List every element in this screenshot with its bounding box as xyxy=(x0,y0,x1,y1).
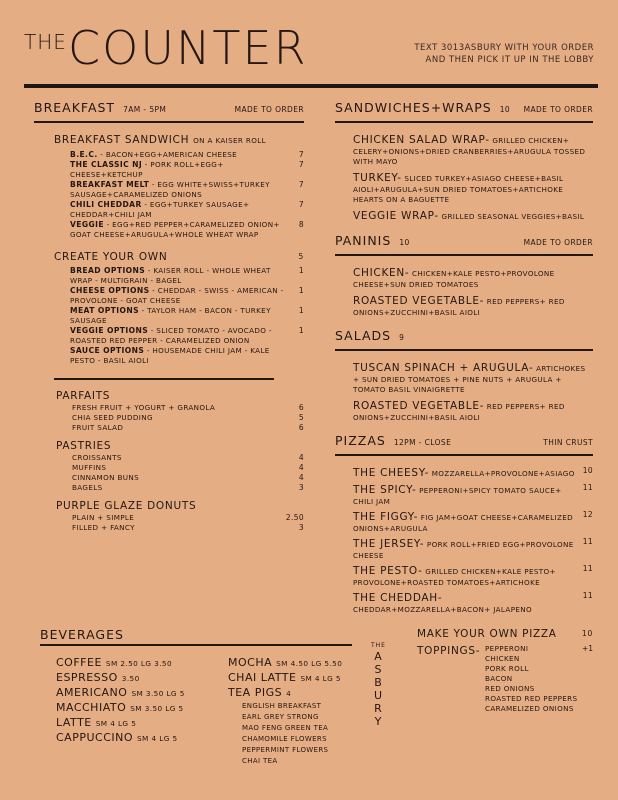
item-name: ROASTED VEGETABLE- xyxy=(353,295,485,307)
breakfast-hours: 7AM - 5PM xyxy=(123,105,167,114)
paninis-header xyxy=(335,233,593,251)
item-price: 11 xyxy=(582,537,593,546)
breakfast-rule xyxy=(34,121,304,123)
item-name: THE PESTO- xyxy=(353,565,423,577)
ordering-note-line-1: TEXT 3013ASBURY WITH YOUR ORDER xyxy=(414,43,594,53)
item-price: 4 xyxy=(298,463,304,472)
menu-item xyxy=(70,180,304,200)
tea-option: ENGLISH BREAKFAST xyxy=(242,702,322,710)
item-price: 3 xyxy=(298,523,304,532)
item-desc: PORK ROLL+FRIED EGG+PROVOLONE CHEESE xyxy=(353,540,574,560)
menu-item xyxy=(70,326,304,346)
beverage-price: SM 3.50 LG 5 xyxy=(130,704,184,713)
asbury-vertical-logo xyxy=(371,642,386,728)
option-price xyxy=(290,346,304,366)
make-own-price: 10 xyxy=(582,629,593,638)
breakfast-sandwich-heading xyxy=(54,133,304,148)
pastries-title: PASTRIES xyxy=(56,440,112,452)
menu-item xyxy=(353,537,593,561)
beverage-item xyxy=(56,686,216,701)
salads-price: 9 xyxy=(399,333,405,342)
parfaits-title: PARFAITS xyxy=(56,390,111,402)
item-price: 5 xyxy=(298,413,304,422)
beverage-name: ESPRESSO xyxy=(56,671,118,684)
beverage-name: CAPPUCCINO xyxy=(56,731,134,744)
beverage-item xyxy=(56,716,216,731)
item-desc: RED PEPPERS+ RED ONIONS+ZUCCHINI+BASIL AIOLI xyxy=(353,402,565,422)
right-column xyxy=(335,100,593,714)
item-name: BAGELS xyxy=(72,483,103,492)
tea-option: PEPPERMINT FLOWERS xyxy=(242,746,329,754)
paninis-list xyxy=(353,266,593,318)
header-divider xyxy=(24,84,598,88)
tea-option: MAO FENG GREEN TEA xyxy=(242,724,329,732)
menu-item xyxy=(70,150,304,160)
salads-rule xyxy=(335,349,593,351)
toppings-block xyxy=(417,644,593,714)
menu-item xyxy=(72,513,304,523)
beverages-rule xyxy=(40,644,352,646)
menu-item xyxy=(353,466,593,480)
item-name: CHILI CHEDDAR xyxy=(70,200,142,209)
breakfast-title: BREAKFAST xyxy=(34,100,116,115)
item-price: 11 xyxy=(582,564,593,573)
menu-item xyxy=(72,463,304,473)
beverage-price: 3.50 xyxy=(121,674,140,683)
tea-option: EARL GREY STRONG xyxy=(242,713,319,721)
parfaits-list xyxy=(72,403,304,433)
toppings-price: +1 xyxy=(581,644,593,653)
menu-item xyxy=(353,266,593,290)
item-price: 10 xyxy=(582,466,593,475)
pizzas-rule xyxy=(335,454,593,456)
left-column xyxy=(34,100,304,533)
sandwiches-title: SANDWICHES+WRAPS xyxy=(335,100,492,115)
item-desc: - EGG+TURKEY SAUSAGE+ CHEDDAR+CHILI JAM xyxy=(70,200,250,219)
item-name: TURKEY- xyxy=(353,172,402,184)
item-price: 8 xyxy=(298,220,304,229)
topping: PORK ROLL xyxy=(485,664,529,673)
beverages-left xyxy=(56,656,216,746)
item-name: FILLED + FANCY xyxy=(72,523,135,532)
tea-list xyxy=(242,701,358,767)
ordering-note xyxy=(414,42,594,66)
option-desc: - TAYLOR HAM - BACON - TURKEY SAUSAGE xyxy=(70,306,271,325)
beverage-price: SM 4 LG 5 xyxy=(137,734,178,743)
beverages-title: BEVERAGES xyxy=(40,627,124,642)
beverage-item xyxy=(56,701,216,716)
logo-letter: Y xyxy=(374,715,383,728)
toppings-list xyxy=(485,644,579,714)
beverage-name: LATTE xyxy=(56,716,92,729)
item-price: 12 xyxy=(582,510,593,519)
item-name: PLAIN + SIMPLE xyxy=(72,513,135,522)
item-desc: - EGG+RED PEPPER+CARAMELIZED ONION+ GOAT CHEESE+ARUGULA+WHOLE WHEAT WRAP xyxy=(70,220,280,239)
topping: CHICKEN xyxy=(485,654,520,663)
topping: RED ONIONS xyxy=(485,684,535,693)
paninis-rule xyxy=(335,254,593,256)
menu-item xyxy=(72,473,304,483)
beverage-price: SM 4.50 LG 5.50 xyxy=(276,659,343,668)
menu-item xyxy=(353,564,593,588)
menu-item xyxy=(70,286,304,306)
topping: ROASTED RED PEPPERS xyxy=(485,694,578,703)
menu-item xyxy=(353,133,593,167)
beverage-price: SM 2.50 LG 3.50 xyxy=(105,659,173,668)
item-name: CHIA SEED PUDDING xyxy=(72,413,153,422)
beverage-name: AMERICANO xyxy=(56,686,128,699)
item-name: ROASTED VEGETABLE- xyxy=(353,400,485,412)
item-name: CHICKEN- xyxy=(353,267,410,279)
topping: CARAMELIZED ONIONS xyxy=(485,704,574,713)
item-name: THE CLASSIC NJ xyxy=(70,160,143,169)
option-price: 1 xyxy=(298,326,304,335)
menu-item xyxy=(70,160,304,180)
item-price: 11 xyxy=(582,591,593,600)
parfaits-rule xyxy=(54,378,274,380)
item-name: VEGGIE WRAP- xyxy=(353,210,439,222)
beverage-item xyxy=(228,656,358,671)
item-desc: - PORK ROLL+EGG+ CHEESE+KETCHUP xyxy=(70,160,224,179)
menu-item xyxy=(70,346,304,366)
beverage-price: 4 xyxy=(286,689,292,698)
item-desc: - EGG WHITE+SWISS+TURKEY SAUSAGE+CARAMELIZED ONIONS xyxy=(70,180,270,199)
option-desc: - CHEDDAR - SWISS - AMERICAN - PROVOLONE - GOAT CHEESE xyxy=(70,286,284,305)
item-name: BREAKFAST MELT xyxy=(70,180,150,189)
beverage-price: SM 4 LG 5 xyxy=(95,719,137,728)
pizzas-list xyxy=(353,466,593,615)
item-desc: ARTICHOKES + SUN DRIED TOMATOES + PINE NUTS + ARUGULA + TOMATO BASIL VINAIGRETTE xyxy=(353,364,586,394)
menu-item xyxy=(353,171,593,205)
item-price: 11 xyxy=(582,483,593,492)
menu-item xyxy=(70,306,304,326)
brand-counter: COUNTER xyxy=(68,21,308,75)
breakfast-sandwich-note: ON A KAISER ROLL xyxy=(193,136,266,145)
menu-item xyxy=(72,483,304,493)
item-name: VEGGIE xyxy=(70,220,104,229)
menu-item xyxy=(72,453,304,463)
menu-item xyxy=(70,200,304,220)
menu-item xyxy=(70,266,304,286)
beverage-name: CHAI LATTE xyxy=(228,671,297,684)
item-desc: CHICKEN+KALE PESTO+PROVOLONE CHEESE+SUN DRIED TOMATOES xyxy=(353,269,555,289)
option-name: SAUCE OPTIONS xyxy=(70,346,145,355)
item-desc: RED PEPPERS+ RED ONIONS+ZUCCHINI+BASIL AIOLI xyxy=(353,297,565,317)
item-name: THE CHEDDAH- xyxy=(353,592,443,604)
topping: PEPPERONI xyxy=(485,644,529,653)
create-own-price: 5 xyxy=(298,252,304,261)
paninis-title: PANINIS xyxy=(335,233,392,248)
tea-option: CHAI TEA xyxy=(242,757,278,765)
beverage-price: SM 3.50 LG 5 xyxy=(131,689,185,698)
beverage-item xyxy=(228,671,358,686)
option-desc: - HOUSEMADE CHILI JAM - KALE PESTO - BASIL AIOLI xyxy=(70,346,270,365)
logo-letter: B xyxy=(374,676,383,689)
beverage-name: COFFEE xyxy=(56,656,102,669)
beverage-item xyxy=(56,731,216,746)
item-desc: FIG JAM+GOAT CHEESE+CARAMELIZED ONIONS+ARUGULA xyxy=(353,513,574,533)
create-own-title: CREATE YOUR OWN xyxy=(54,251,168,263)
make-own-pizza xyxy=(417,627,593,641)
beverage-price: SM 4 LG 5 xyxy=(300,674,341,683)
item-price: 7 xyxy=(298,160,304,169)
item-desc: GRILLED CHICKEN+ CELERY+ONIONS+DRIED CRANBERRIES+ARUGULA TOSSED WITH MAYO xyxy=(353,136,586,166)
beverage-name: MACCHIATO xyxy=(56,701,127,714)
paninis-note: MADE TO ORDER xyxy=(523,238,593,247)
salads-header xyxy=(335,328,593,346)
item-price: 4 xyxy=(298,453,304,462)
logo-letter: S xyxy=(374,663,383,676)
item-price: 6 xyxy=(298,423,304,432)
item-price: 2.50 xyxy=(285,513,304,522)
menu-item xyxy=(353,510,593,534)
breakfast-sandwich-list xyxy=(70,150,304,240)
sandwiches-price: 10 xyxy=(499,105,511,114)
make-own-title: MAKE YOUR OWN PIZZA xyxy=(417,628,557,640)
menu-item xyxy=(353,294,593,318)
option-desc: - KAISER ROLL - WHOLE WHEAT WRAP - MULTIGRAIN - BAGEL xyxy=(70,266,271,285)
pizzas-header xyxy=(335,433,593,451)
menu-item xyxy=(353,361,593,395)
item-price: 7 xyxy=(298,180,304,189)
item-name: MUFFINS xyxy=(72,463,107,472)
logo-letter: A xyxy=(374,650,383,663)
breakfast-sandwich-title: BREAKFAST SANDWICH xyxy=(54,134,190,146)
breakfast-note: MADE TO ORDER xyxy=(234,105,304,114)
option-name: BREAD OPTIONS xyxy=(70,266,146,275)
paninis-price: 10 xyxy=(399,238,410,247)
item-price: 7 xyxy=(298,150,304,159)
item-desc: GRILLED CHICKEN+KALE PESTO+ PROVOLONE+ROASTED TOMATOES+ARTICHOKE xyxy=(353,567,556,587)
create-own-options xyxy=(70,266,304,366)
pizzas-title: PIZZAS xyxy=(335,433,386,448)
sandwiches-note: MADE TO ORDER xyxy=(523,105,593,114)
item-desc: MOZZARELLA+PROVOLONE+ASIAGO xyxy=(429,469,575,478)
toppings-title: TOPPINGS- xyxy=(417,645,481,657)
item-name: CHICKEN SALAD WRAP- xyxy=(353,134,490,146)
item-price: 3 xyxy=(298,483,304,492)
item-desc: CHEDDAR+MOZZARELLA+BACON+ JALAPENO xyxy=(353,605,532,614)
create-own-heading xyxy=(54,250,304,264)
item-name: THE FIGGY- xyxy=(353,511,419,523)
item-name: FRESH FRUIT + YOGURT + GRANOLA xyxy=(72,403,216,412)
menu-item xyxy=(72,423,304,433)
item-name: TUSCAN SPINACH + ARUGULA- xyxy=(353,362,534,374)
beverage-item xyxy=(228,686,358,701)
item-name: THE JERSEY- xyxy=(353,538,425,550)
menu-item xyxy=(72,403,304,413)
item-name: CINNAMON BUNS xyxy=(72,473,140,482)
item-name: CROISSANTS xyxy=(72,453,122,462)
option-price: 1 xyxy=(298,286,304,295)
logo-letter: R xyxy=(374,702,383,715)
beverages-right xyxy=(228,656,358,767)
beverage-name: TEA PIGS xyxy=(228,686,283,699)
menu-item xyxy=(353,591,593,615)
ordering-note-line-2: AND THEN PICK IT UP IN THE LOBBY xyxy=(425,55,594,65)
menu-item xyxy=(70,220,304,240)
item-desc: GRILLED SEASONAL VEGGIES+BASIL xyxy=(438,212,585,221)
menu-item xyxy=(353,483,593,507)
donuts-title: PURPLE GLAZE DONUTS xyxy=(56,500,197,512)
pizzas-hours: 12PM - CLOSE xyxy=(393,438,452,447)
item-desc: SLICED TURKEY+ASIAGO CHEESE+BASIL AIOLI+ARUGULA+SUN DRIED TOMATOES+ARTICHOKE HEARTS ON A BAGUETTE xyxy=(353,174,564,204)
breakfast-header xyxy=(34,100,304,118)
salads-title: SALADS xyxy=(335,328,392,343)
option-name: CHEESE OPTIONS xyxy=(70,286,150,295)
option-name: VEGGIE OPTIONS xyxy=(70,326,149,335)
menu-item xyxy=(353,399,593,423)
pastries-list xyxy=(72,453,304,493)
menu-item xyxy=(72,523,304,533)
item-name: B.E.C. xyxy=(70,150,98,159)
item-price: 7 xyxy=(298,200,304,209)
salads-list xyxy=(353,361,593,423)
sandwiches-list xyxy=(353,133,593,223)
item-name: THE SPICY- xyxy=(353,484,417,496)
sandwiches-rule xyxy=(335,121,593,123)
donuts-list xyxy=(72,513,304,533)
tea-option: CHAMOMILE FLOWERS xyxy=(242,735,327,743)
item-name: FRUIT SALAD xyxy=(72,423,124,432)
brand-the: THE xyxy=(24,30,67,54)
sandwiches-header xyxy=(335,100,593,118)
logo-letter: U xyxy=(373,689,384,702)
item-price: 4 xyxy=(298,473,304,482)
option-name: MEAT OPTIONS xyxy=(70,306,139,315)
menu-item xyxy=(353,209,593,223)
logo-the: THE xyxy=(371,642,386,649)
option-price: 1 xyxy=(298,266,304,275)
beverage-item xyxy=(56,656,216,671)
item-name: THE CHEESY- xyxy=(353,467,430,479)
item-desc: PEPPERONI+SPICY TOMATO SAUCE+ CHILI JAM xyxy=(353,486,562,506)
option-desc: - SLICED TOMATO - AVOCADO - ROASTED RED PEPPER - CARAMELIZED ONION xyxy=(70,326,272,345)
menu-item xyxy=(72,413,304,423)
beverage-name: MOCHA xyxy=(228,656,273,669)
beverage-item xyxy=(56,671,216,686)
item-price: 6 xyxy=(298,403,304,412)
topping: BACON xyxy=(485,674,513,683)
option-price: 1 xyxy=(298,306,304,315)
item-desc: - BACON+EGG+AMERICAN CHEESE xyxy=(97,150,238,159)
pizzas-note: THIN CRUST xyxy=(543,438,593,447)
